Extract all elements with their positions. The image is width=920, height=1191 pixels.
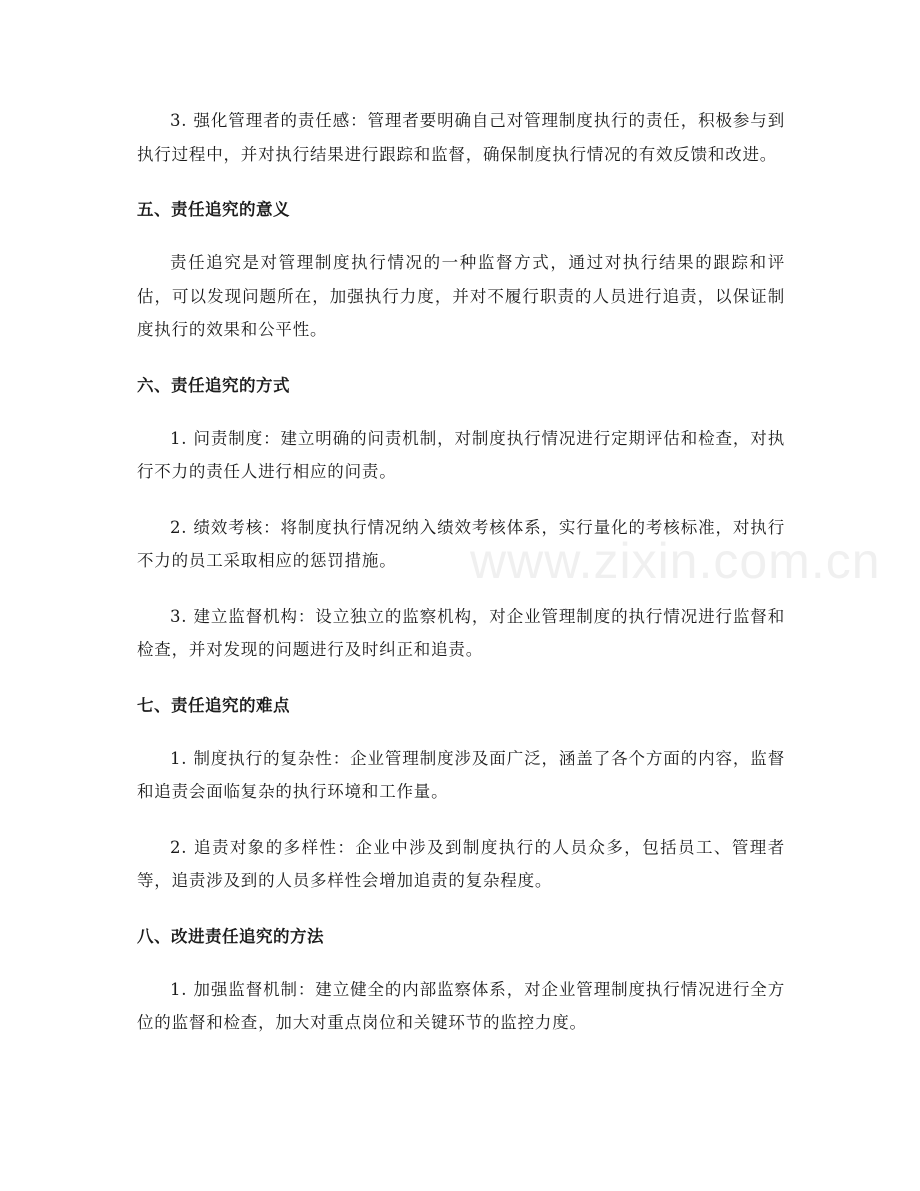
paragraph-strengthen-manager-responsibility: 3. 强化管理者的责任感：管理者要明确自己对管理制度执行的责任，积极参与到执行过程中，并对执行结果进行跟踪和监督，确保制度执行情况的有效反馈和改进。 — [137, 111, 785, 164]
paragraph-performance-assessment: 2. 绩效考核：将制度执行情况纳入绩效考核体系，实行量化的考核标准，对执行不力的员工采取相应的惩罚措施。 — [137, 517, 785, 570]
watermark: www.zixin.com.cn — [470, 533, 881, 589]
section-heading-7: 七、责任追究的难点 — [137, 695, 290, 715]
paragraph-accountability-system: 1. 问责制度：建立明确的问责机制，对制度执行情况进行定期评估和检查，对执行不力的责任人进行相应的问责。 — [137, 428, 785, 481]
paragraph-execution-complexity: 1. 制度执行的复杂性：企业管理制度涉及面广泛，涵盖了各个方面的内容，监督和追责会面临复杂的执行环境和工作量。 — [137, 748, 785, 801]
paragraph-supervision-agency: 3. 建立监督机构：设立独立的监察机构，对企业管理制度的执行情况进行监督和检查，并对发现的问题进行及时纠正和追责。 — [137, 606, 785, 659]
paragraph-target-diversity: 2. 追责对象的多样性：企业中涉及到制度执行的人员众多，包括员工、管理者等，追责涉及到的人员多样性会增加追责的复杂程度。 — [137, 837, 785, 890]
document-body — [137, 104, 785, 1062]
section-heading-5: 五、责任追究的意义 — [137, 200, 290, 219]
paragraph-accountability-meaning: 责任追究是对管理制度执行情况的一种监督方式，通过对执行结果的跟踪和评估，可以发现问题所在，加强执行力度，并对不履行职责的人员进行追责，以保证制度执行的效果和公平性。 — [137, 253, 785, 339]
section-heading-8: 八、改进责任追究的方法 — [137, 926, 324, 946]
section-heading-6: 六、责任追究的方式 — [137, 375, 290, 395]
paragraph-strengthen-supervision: 1. 加强监督机制：建立健全的内部监察体系，对企业管理制度执行情况进行全方位的监督和检查，加大对重点岗位和关键环节的监控力度。 — [137, 979, 785, 1032]
